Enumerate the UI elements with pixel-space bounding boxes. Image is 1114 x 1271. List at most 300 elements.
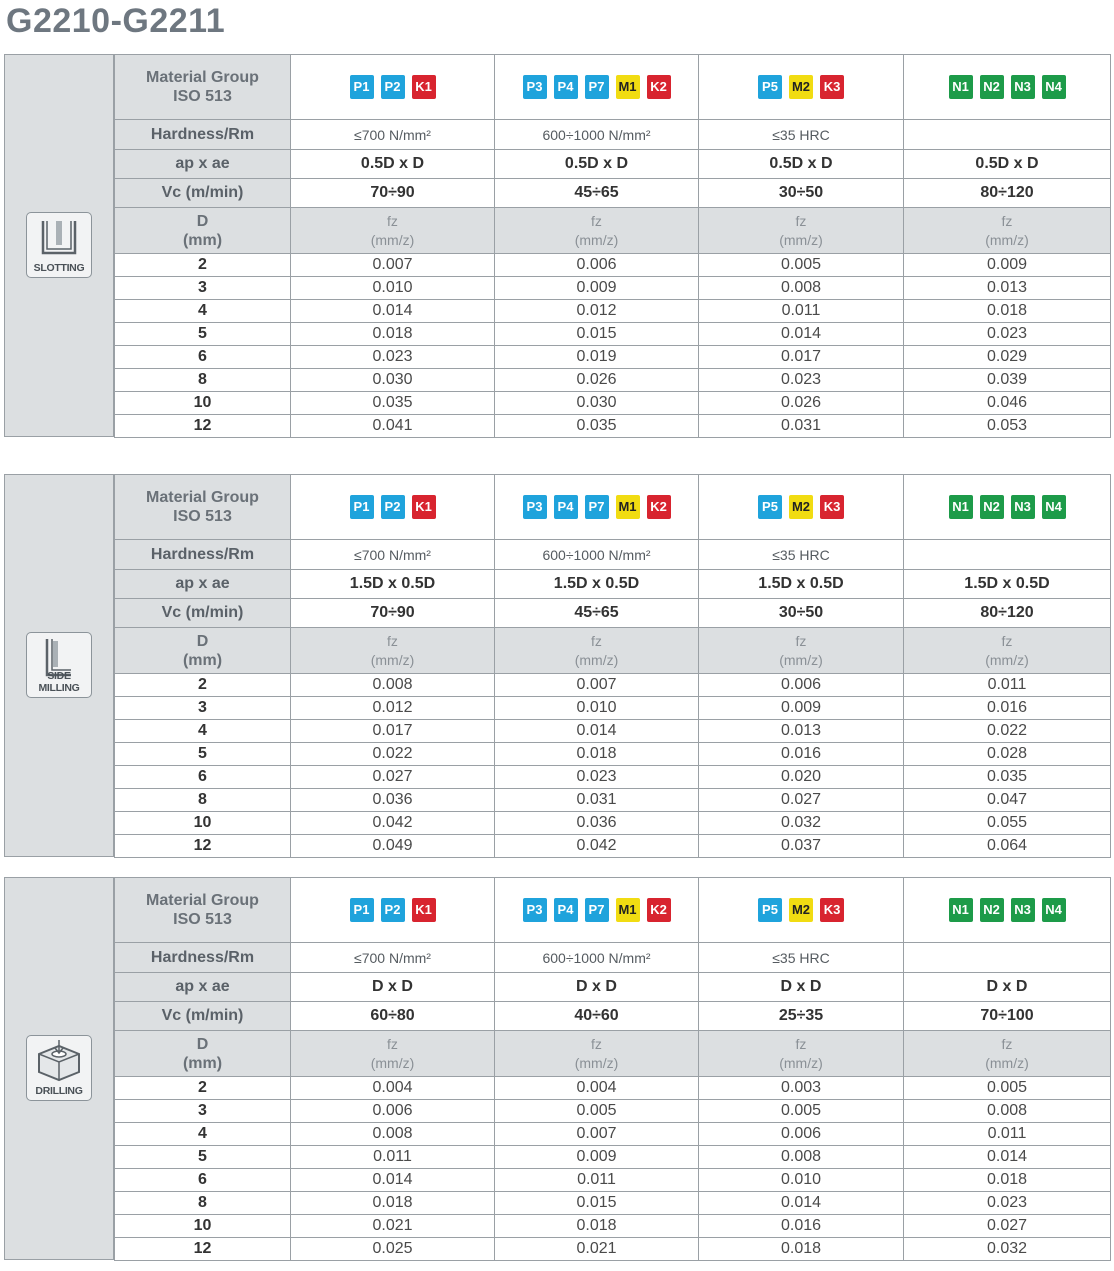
material-chip-k3: K3 [820, 898, 844, 922]
page-title: G2210-G2211 [6, 2, 226, 40]
material-group-cell [699, 878, 904, 943]
diameter-cell: 3 [115, 277, 291, 300]
hardness-label: Hardness/Rm [115, 120, 291, 150]
feed-cell: 0.021 [495, 1238, 699, 1261]
feed-header-line1: fz [795, 632, 807, 649]
operation-label: SIDE MILLING [38, 670, 80, 694]
table-row [115, 179, 1111, 208]
vc-label: Vc (m/min) [115, 599, 291, 628]
table-row [115, 254, 1111, 277]
table-row [115, 120, 1111, 150]
material-chip-p3: P3 [523, 495, 547, 519]
feed-header [699, 1031, 904, 1077]
table-row [115, 943, 1111, 973]
feed-cell: 0.007 [291, 254, 495, 277]
material-chip-k3: K3 [820, 75, 844, 99]
feed-header-line2: (mm/z) [370, 231, 415, 248]
apae-value: D x D [904, 973, 1111, 1002]
feed-cell: 0.005 [699, 254, 904, 277]
feed-cell: 0.018 [291, 323, 495, 346]
table-row [115, 208, 1111, 254]
feed-header-line1: fz [795, 212, 807, 229]
feed-cell: 0.009 [495, 1146, 699, 1169]
diameter-cell: 3 [115, 697, 291, 720]
feed-cell: 0.006 [699, 674, 904, 697]
apae-value: D x D [291, 973, 495, 1002]
feed-header [495, 1031, 699, 1077]
feed-cell: 0.009 [495, 277, 699, 300]
material-group-cell [495, 55, 699, 120]
material-group-label [115, 878, 291, 943]
feed-cell: 0.035 [495, 415, 699, 438]
material-chip-n3: N3 [1011, 75, 1035, 99]
apae-value: 0.5D x D [495, 150, 699, 179]
feed-cell: 0.009 [699, 697, 904, 720]
diameter-cell: 5 [115, 323, 291, 346]
hardness-value: ≤700 N/mm² [291, 943, 495, 973]
feed-cell: 0.006 [699, 1123, 904, 1146]
diameter-header-line1: D [196, 632, 209, 650]
vc-value: 60÷80 [291, 1002, 495, 1031]
diameter-header-line1: D [196, 1035, 209, 1053]
feed-cell: 0.035 [291, 392, 495, 415]
material-chip-m2: M2 [789, 898, 813, 922]
operation-label: DRILLING [35, 1085, 83, 1097]
material-chip-n3: N3 [1011, 495, 1035, 519]
diameter-header-line1: D [196, 212, 209, 230]
diameter-cell: 8 [115, 369, 291, 392]
vc-value: 45÷65 [495, 599, 699, 628]
feed-cell: 0.011 [699, 300, 904, 323]
feed-cell: 0.036 [495, 812, 699, 835]
feed-cell: 0.027 [291, 766, 495, 789]
feed-cell: 0.025 [291, 1238, 495, 1261]
table-row [115, 1077, 1111, 1100]
feed-header-line1: fz [1001, 632, 1013, 649]
table-row [115, 835, 1111, 858]
feed-header-line1: fz [591, 632, 602, 649]
cutting-data-table [114, 877, 1111, 1261]
feed-cell: 0.042 [495, 835, 699, 858]
feed-header-line1: fz [387, 1035, 398, 1052]
feed-cell: 0.009 [904, 254, 1111, 277]
table-row [115, 1002, 1111, 1031]
table-row [115, 300, 1111, 323]
table-row [115, 766, 1111, 789]
hardness-value: 600÷1000 N/mm² [495, 943, 699, 973]
feed-cell: 0.023 [495, 766, 699, 789]
material-chip-k1: K1 [412, 898, 436, 922]
feed-cell: 0.004 [291, 1077, 495, 1100]
vc-value: 80÷120 [904, 599, 1111, 628]
apae-value: D x D [699, 973, 904, 1002]
feed-cell: 0.005 [495, 1100, 699, 1123]
material-chip-n1: N1 [949, 898, 973, 922]
feed-cell: 0.005 [904, 1077, 1111, 1100]
material-group-cell [291, 475, 495, 540]
apae-value: 1.5D x 0.5D [699, 570, 904, 599]
diameter-cell: 8 [115, 789, 291, 812]
table-row [115, 415, 1111, 438]
table-row [115, 369, 1111, 392]
feed-cell: 0.011 [495, 1169, 699, 1192]
material-chip-p4: P4 [554, 75, 578, 99]
vc-value: 30÷50 [699, 179, 904, 208]
feed-header-line2: (mm/z) [574, 1054, 619, 1071]
material-group-line1: Material Group [146, 892, 259, 909]
table-row [115, 277, 1111, 300]
vc-value: 40÷60 [495, 1002, 699, 1031]
feed-cell: 0.020 [699, 766, 904, 789]
material-group-cell [904, 878, 1111, 943]
feed-cell: 0.016 [699, 743, 904, 766]
diameter-header-line2: (mm) [182, 231, 223, 249]
feed-header-line1: fz [795, 1035, 807, 1052]
feed-cell: 0.011 [904, 674, 1111, 697]
feed-cell: 0.011 [291, 1146, 495, 1169]
material-chip-p7: P7 [585, 898, 609, 922]
feed-cell: 0.037 [699, 835, 904, 858]
material-chip-p4: P4 [554, 898, 578, 922]
diameter-cell: 4 [115, 1123, 291, 1146]
feed-cell: 0.016 [904, 697, 1111, 720]
hardness-value: 600÷1000 N/mm² [495, 120, 699, 150]
apae-value: 0.5D x D [699, 150, 904, 179]
apae-value: 1.5D x 0.5D [495, 570, 699, 599]
apae-value: 1.5D x 0.5D [904, 570, 1111, 599]
material-chip-m2: M2 [789, 75, 813, 99]
feed-cell: 0.023 [699, 369, 904, 392]
material-chip-p2: P2 [381, 495, 405, 519]
material-chip-k2: K2 [647, 898, 671, 922]
cutting-table-block [4, 54, 1110, 437]
feed-cell: 0.012 [495, 300, 699, 323]
feed-cell: 0.055 [904, 812, 1111, 835]
feed-cell: 0.014 [904, 1146, 1111, 1169]
feed-cell: 0.006 [291, 1100, 495, 1123]
material-chip-n3: N3 [1011, 898, 1035, 922]
feed-cell: 0.032 [904, 1238, 1111, 1261]
material-chip-p5: P5 [758, 898, 782, 922]
table-row [115, 878, 1111, 943]
material-group-label [115, 55, 291, 120]
diameter-header-line2: (mm) [182, 1054, 223, 1072]
feed-header-line2: (mm/z) [779, 651, 823, 668]
material-chip-m2: M2 [789, 495, 813, 519]
feed-cell: 0.053 [904, 415, 1111, 438]
table-row [115, 812, 1111, 835]
feed-cell: 0.015 [495, 323, 699, 346]
material-chip-n2: N2 [980, 898, 1004, 922]
material-chip-p1: P1 [350, 495, 374, 519]
hardness-value: ≤35 HRC [699, 540, 904, 570]
vc-label: Vc (m/min) [115, 1002, 291, 1031]
material-group-cell [904, 475, 1111, 540]
hardness-value [904, 540, 1111, 570]
table-row [115, 1238, 1111, 1261]
material-group-cell [495, 878, 699, 943]
apae-value: 1.5D x 0.5D [291, 570, 495, 599]
vc-value: 25÷35 [699, 1002, 904, 1031]
material-chip-p7: P7 [585, 495, 609, 519]
feed-cell: 0.013 [904, 277, 1111, 300]
material-chips [523, 898, 671, 922]
material-chip-n1: N1 [949, 495, 973, 519]
material-group-line1: Material Group [146, 69, 259, 86]
material-chip-k1: K1 [412, 75, 436, 99]
feed-cell: 0.042 [291, 812, 495, 835]
diameter-cell: 5 [115, 1146, 291, 1169]
feed-cell: 0.049 [291, 835, 495, 858]
feed-cell: 0.008 [291, 674, 495, 697]
hardness-label: Hardness/Rm [115, 540, 291, 570]
feed-header-line2: (mm/z) [370, 1054, 415, 1071]
feed-cell: 0.005 [699, 1100, 904, 1123]
feed-cell: 0.010 [699, 1169, 904, 1192]
material-chip-p7: P7 [585, 75, 609, 99]
feed-cell: 0.023 [904, 1192, 1111, 1215]
feed-header-line2: (mm/z) [574, 651, 619, 668]
material-group-cell [904, 55, 1111, 120]
vc-label: Vc (m/min) [115, 179, 291, 208]
table-row [115, 1215, 1111, 1238]
hardness-value: ≤700 N/mm² [291, 540, 495, 570]
vc-value: 45÷65 [495, 179, 699, 208]
feed-cell: 0.036 [291, 789, 495, 812]
feed-cell: 0.017 [291, 720, 495, 743]
cutting-data-table [114, 54, 1111, 438]
feed-cell: 0.013 [699, 720, 904, 743]
material-chips [949, 898, 1066, 922]
table-row [115, 674, 1111, 697]
operation-sidebar [4, 877, 114, 1260]
diameter-cell: 6 [115, 766, 291, 789]
material-group-cell [699, 475, 904, 540]
feed-cell: 0.012 [291, 697, 495, 720]
feed-cell: 0.008 [291, 1123, 495, 1146]
diameter-cell: 10 [115, 392, 291, 415]
feed-cell: 0.006 [495, 254, 699, 277]
feed-cell: 0.014 [291, 300, 495, 323]
table-row [115, 323, 1111, 346]
diameter-cell: 2 [115, 1077, 291, 1100]
feed-header-line1: fz [387, 212, 398, 229]
table-row [115, 1123, 1111, 1146]
vc-value: 70÷100 [904, 1002, 1111, 1031]
hardness-label: Hardness/Rm [115, 943, 291, 973]
table-row [115, 1192, 1111, 1215]
material-group-line2: ISO 513 [173, 88, 232, 105]
material-chips [949, 75, 1066, 99]
table-row [115, 570, 1111, 599]
table-row [115, 55, 1111, 120]
table-row [115, 789, 1111, 812]
feed-cell: 0.015 [495, 1192, 699, 1215]
material-group-line2: ISO 513 [173, 508, 232, 525]
feed-cell: 0.014 [699, 323, 904, 346]
material-chip-p1: P1 [350, 75, 374, 99]
table-row [115, 150, 1111, 179]
material-group-line2: ISO 513 [173, 911, 232, 928]
feed-cell: 0.008 [699, 277, 904, 300]
feed-cell: 0.016 [699, 1215, 904, 1238]
hardness-value [904, 120, 1111, 150]
hardness-value: ≤35 HRC [699, 120, 904, 150]
diameter-header [115, 628, 291, 674]
feed-header-line1: fz [1001, 212, 1013, 229]
material-chip-k1: K1 [412, 495, 436, 519]
material-chip-m1: M1 [616, 75, 640, 99]
table-row [115, 697, 1111, 720]
material-group-line1: Material Group [146, 489, 259, 506]
feed-cell: 0.007 [495, 1123, 699, 1146]
feed-cell: 0.031 [699, 415, 904, 438]
feed-cell: 0.018 [495, 743, 699, 766]
feed-header-line2: (mm/z) [985, 651, 1029, 668]
feed-header-line1: fz [387, 632, 398, 649]
feed-header [291, 1031, 495, 1077]
feed-header-line2: (mm/z) [985, 1054, 1029, 1071]
slotting-icon [26, 212, 92, 278]
feed-header-line2: (mm/z) [779, 231, 823, 248]
feed-cell: 0.035 [904, 766, 1111, 789]
material-chip-p5: P5 [758, 75, 782, 99]
material-chip-p3: P3 [523, 898, 547, 922]
material-chips [350, 495, 436, 519]
apae-value: 0.5D x D [904, 150, 1111, 179]
feed-cell: 0.018 [291, 1192, 495, 1215]
feed-cell: 0.026 [495, 369, 699, 392]
feed-cell: 0.041 [291, 415, 495, 438]
feed-cell: 0.018 [904, 300, 1111, 323]
feed-header-line2: (mm/z) [574, 231, 619, 248]
feed-cell: 0.027 [904, 1215, 1111, 1238]
diameter-cell: 12 [115, 1238, 291, 1261]
material-chip-m1: M1 [616, 898, 640, 922]
vc-value: 70÷90 [291, 179, 495, 208]
feed-cell: 0.003 [699, 1077, 904, 1100]
feed-cell: 0.021 [291, 1215, 495, 1238]
feed-cell: 0.019 [495, 346, 699, 369]
side-milling-icon [26, 632, 92, 698]
material-chip-n2: N2 [980, 495, 1004, 519]
apae-label: ap x ae [115, 570, 291, 599]
diameter-cell: 12 [115, 415, 291, 438]
feed-cell: 0.010 [291, 277, 495, 300]
material-chip-p1: P1 [350, 898, 374, 922]
diameter-cell: 3 [115, 1100, 291, 1123]
diameter-cell: 6 [115, 346, 291, 369]
feed-cell: 0.029 [904, 346, 1111, 369]
feed-cell: 0.023 [904, 323, 1111, 346]
material-chip-p3: P3 [523, 75, 547, 99]
table-row [115, 1100, 1111, 1123]
diameter-cell: 5 [115, 743, 291, 766]
feed-cell: 0.018 [904, 1169, 1111, 1192]
drilling-icon [26, 1035, 92, 1101]
feed-cell: 0.039 [904, 369, 1111, 392]
feed-cell: 0.014 [495, 720, 699, 743]
hardness-value: 600÷1000 N/mm² [495, 540, 699, 570]
table-row [115, 720, 1111, 743]
diameter-header [115, 1031, 291, 1077]
hardness-value: ≤700 N/mm² [291, 120, 495, 150]
material-chips [350, 75, 436, 99]
material-chip-k2: K2 [647, 495, 671, 519]
table-row [115, 475, 1111, 540]
feed-header-line2: (mm/z) [779, 1054, 823, 1071]
material-chip-p5: P5 [758, 495, 782, 519]
material-chip-p2: P2 [381, 898, 405, 922]
feed-header-line1: fz [591, 1035, 602, 1052]
material-chips [949, 495, 1066, 519]
material-group-cell [291, 878, 495, 943]
material-chips [523, 75, 671, 99]
feed-header [291, 628, 495, 674]
material-group-cell [291, 55, 495, 120]
feed-header [904, 628, 1111, 674]
feed-cell: 0.008 [904, 1100, 1111, 1123]
cutting-table-block [4, 877, 1110, 1260]
table-row [115, 1169, 1111, 1192]
material-chip-n1: N1 [949, 75, 973, 99]
material-chips [758, 495, 844, 519]
feed-header [495, 208, 699, 254]
apae-label: ap x ae [115, 150, 291, 179]
feed-cell: 0.004 [495, 1077, 699, 1100]
material-chip-k2: K2 [647, 75, 671, 99]
feed-cell: 0.030 [291, 369, 495, 392]
material-chips [758, 75, 844, 99]
feed-cell: 0.028 [904, 743, 1111, 766]
diameter-cell: 4 [115, 300, 291, 323]
feed-header [291, 208, 495, 254]
material-chips [523, 495, 671, 519]
feed-cell: 0.026 [699, 392, 904, 415]
table-row [115, 1031, 1111, 1077]
diameter-header [115, 208, 291, 254]
apae-value: 0.5D x D [291, 150, 495, 179]
diameter-cell: 10 [115, 812, 291, 835]
feed-cell: 0.018 [495, 1215, 699, 1238]
hardness-value [904, 943, 1111, 973]
feed-cell: 0.046 [904, 392, 1111, 415]
material-group-cell [699, 55, 904, 120]
feed-header-line1: fz [1001, 1035, 1013, 1052]
feed-cell: 0.023 [291, 346, 495, 369]
diameter-cell: 6 [115, 1169, 291, 1192]
material-chip-n2: N2 [980, 75, 1004, 99]
diameter-cell: 4 [115, 720, 291, 743]
feed-header-line2: (mm/z) [985, 231, 1029, 248]
feed-header [699, 628, 904, 674]
table-row [115, 599, 1111, 628]
feed-header [699, 208, 904, 254]
operation-sidebar [4, 474, 114, 857]
material-chip-k3: K3 [820, 495, 844, 519]
table-row [115, 973, 1111, 1002]
feed-header-line2: (mm/z) [370, 651, 415, 668]
material-group-label [115, 475, 291, 540]
feed-cell: 0.030 [495, 392, 699, 415]
diameter-cell: 8 [115, 1192, 291, 1215]
vc-value: 70÷90 [291, 599, 495, 628]
material-chip-n4: N4 [1042, 75, 1066, 99]
table-row [115, 346, 1111, 369]
table-row [115, 1146, 1111, 1169]
feed-cell: 0.032 [699, 812, 904, 835]
feed-header [904, 1031, 1111, 1077]
